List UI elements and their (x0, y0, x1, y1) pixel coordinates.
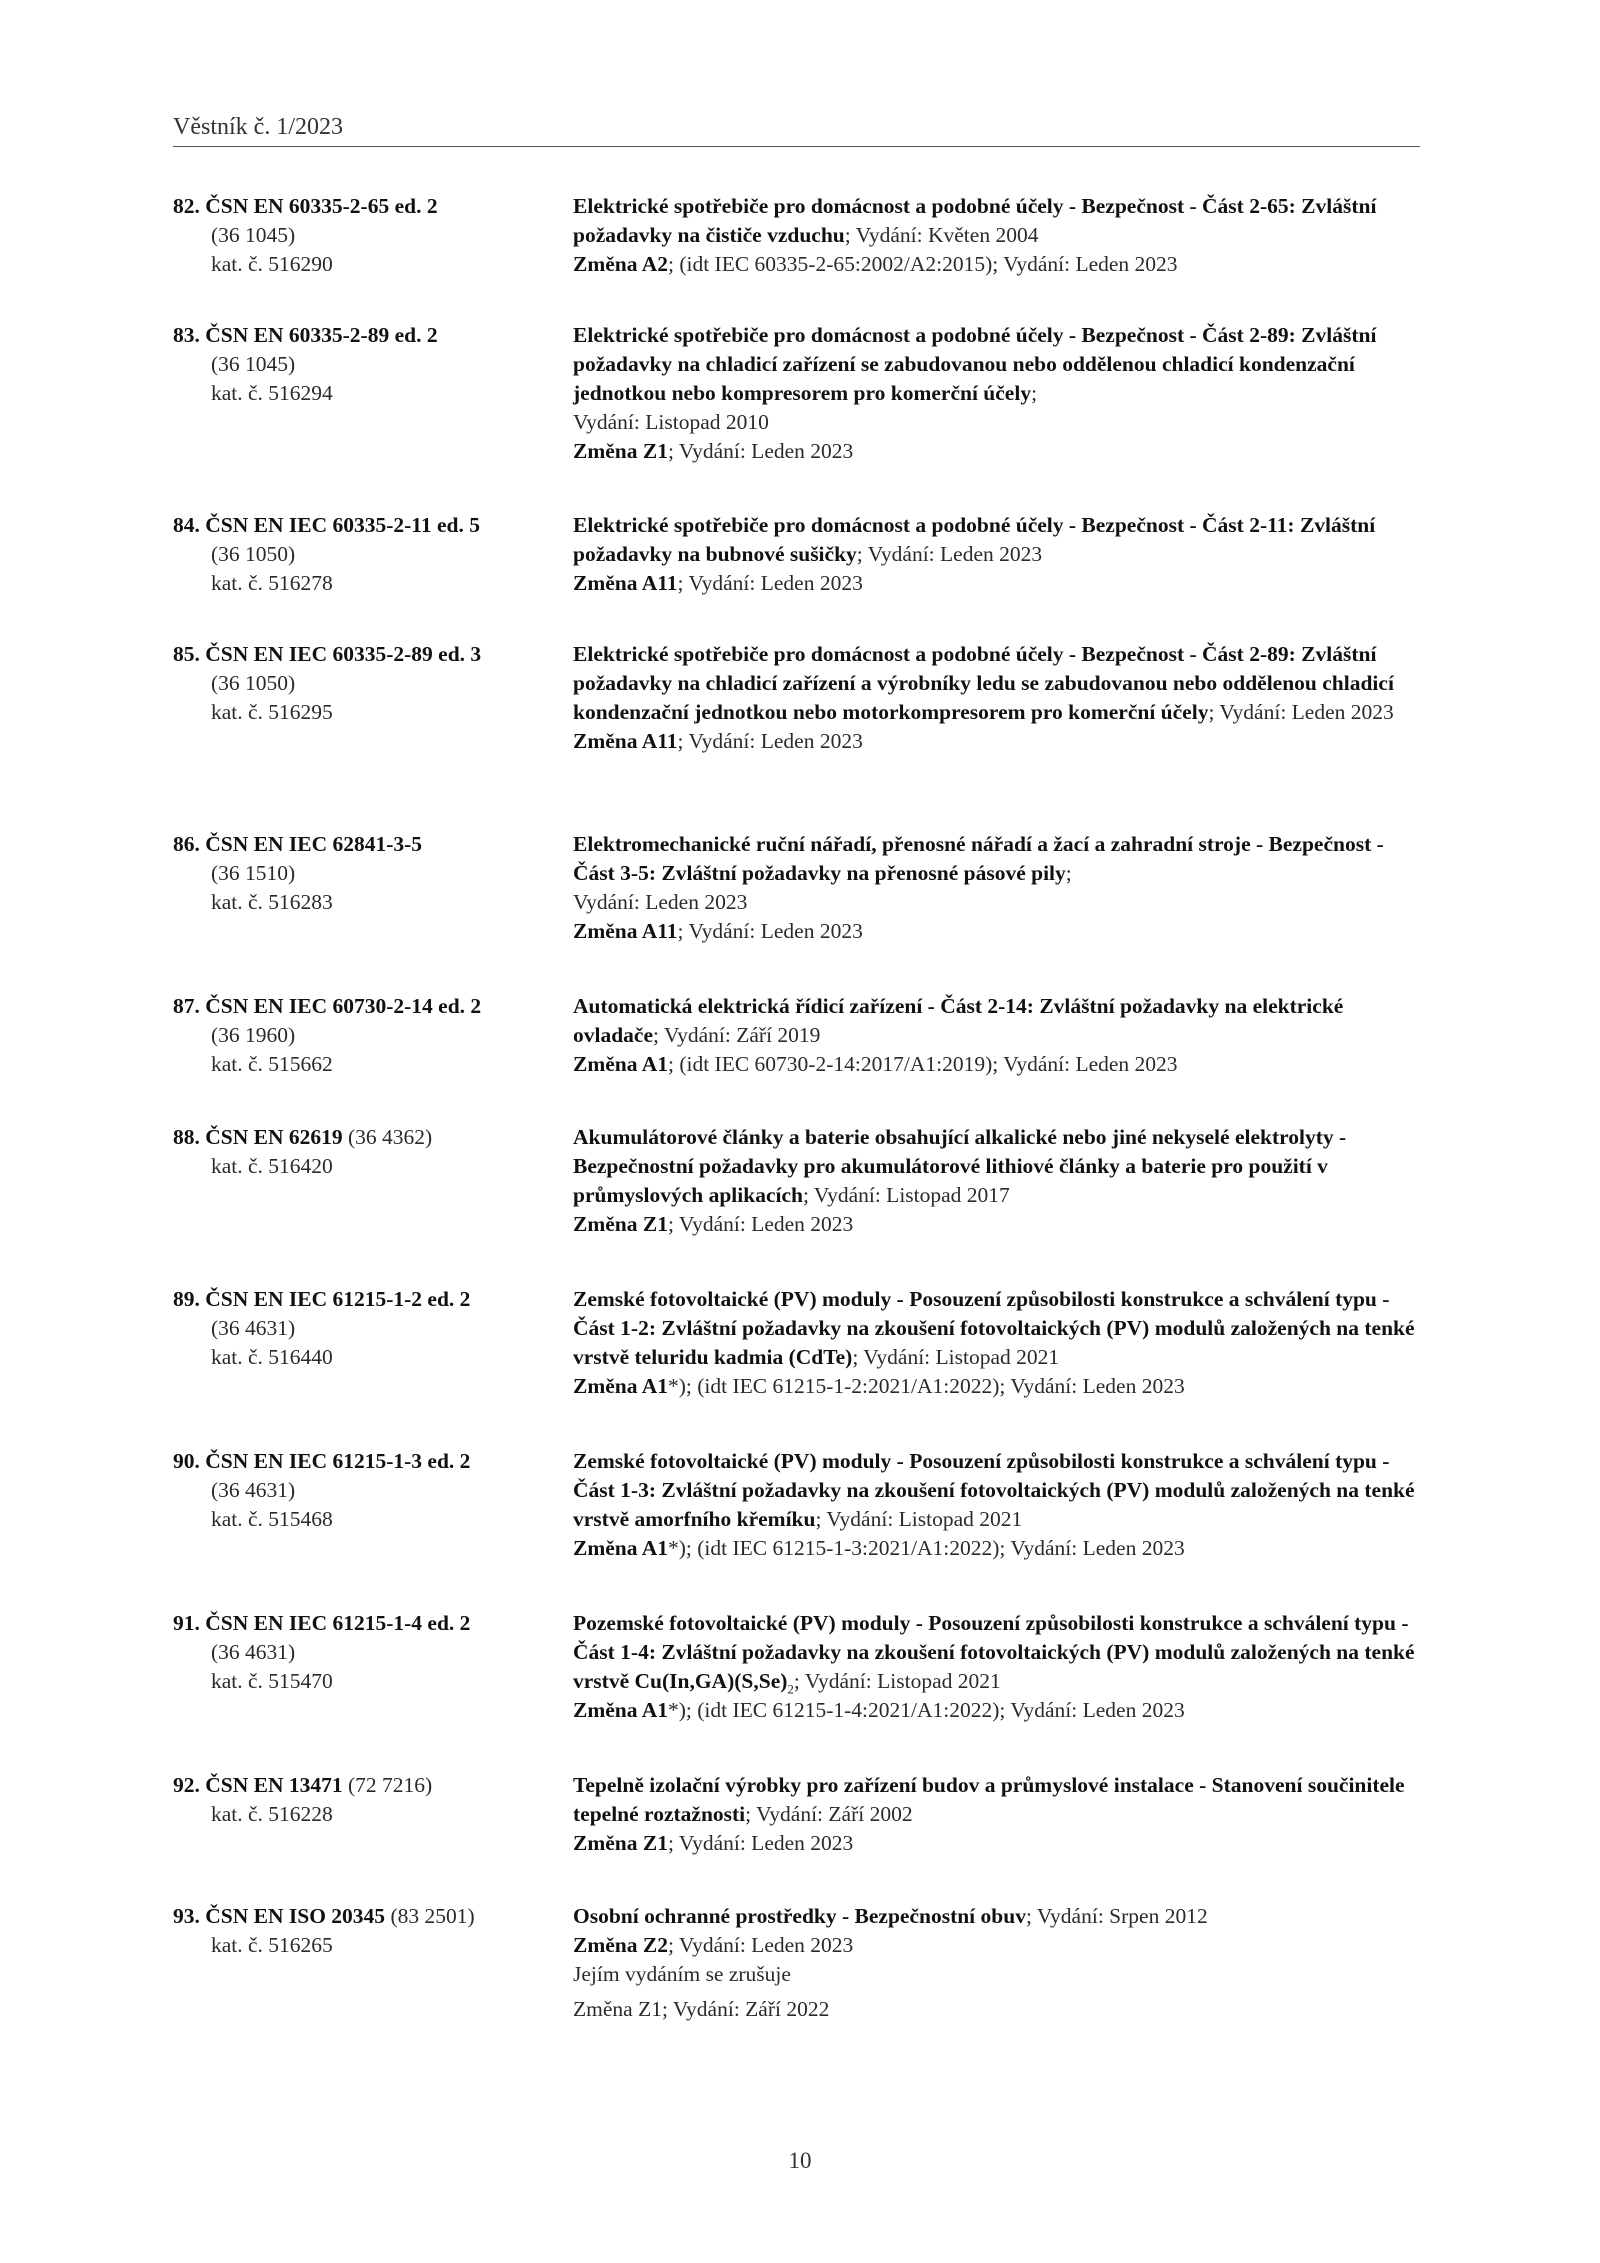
change-label: Změna A1 (573, 1374, 668, 1398)
standard-code: ČSN EN 60335-2-89 ed. 2 (205, 323, 438, 347)
subscript: 2 (787, 1681, 794, 1697)
change-details: *); (idt IEC 61215-1-3:2021/A1:2022); Vydání: Leden 2023 (667, 1536, 1185, 1560)
standard-code: ČSN EN IEC 60335-2-11 ed. 5 (205, 513, 480, 537)
change-details: ; (idt IEC 60730-2-14:2017/A1:2019); Vydání: Leden 2023 (667, 1052, 1178, 1076)
issue-date: Vydání: Listopad 2010 (573, 410, 769, 434)
standard-title: Elektrické spotřebiče pro domácnost a podobné účely - Bezpečnost - Část 2-89: Zvláštní požadavky na chladicí zařízení se zabudovanou nebo oddělenou chladicí kondenzační jednotkou nebo kompresorem pro komerční účely (573, 323, 1377, 405)
classification: (36 1050) (211, 542, 296, 566)
issue-date: ; Vydání: Listopad 2021 (815, 1507, 1023, 1531)
standard-code: ČSN EN 62619 (205, 1125, 343, 1149)
standard-description (573, 192, 1423, 321)
catalog-number: kat. č. 515468 (211, 1507, 333, 1531)
change-label: Změna A1 (573, 1698, 668, 1722)
issue-date: ; Vydání: Leden 2023 (1208, 700, 1394, 724)
list-item (173, 992, 1423, 1123)
standard-description (573, 511, 1423, 640)
standard-title: Elektrické spotřebiče pro domácnost a podobné účely - Bezpečnost - Část 2-89: Zvláštní požadavky na chladicí zařízení a výrobníky ledu se zabudovanou nebo oddělenou chladicí kondenzační jednotkou nebo motorkompresorem pro komerční účely (573, 642, 1394, 724)
change-label: Změna A1 (573, 1052, 668, 1076)
change-details: ; Vydání: Leden 2023 (667, 439, 854, 463)
standard-id: 86. ČSN EN IEC 62841-3-5 (36 1510) kat. č. 516283 (173, 830, 573, 992)
standard-title: Elektromechanické ruční nářadí, přenosné nářadí a žací a zahradní stroje - Bezpečnost - Část 3-5: Zvláštní požadavky na přenosné pásové pily (573, 832, 1384, 885)
catalog-number: kat. č. 516278 (211, 571, 333, 595)
change-details: ; Vydání: Leden 2023 (667, 1933, 854, 1957)
issue-date: ; Vydání: Leden 2023 (856, 542, 1043, 566)
issue-date: Vydání: Leden 2023 (573, 890, 748, 914)
page-number: 10 (788, 2148, 812, 2173)
standards-list (173, 192, 1423, 2032)
standard-id: 92. ČSN EN 13471 (72 7216) kat. č. 516228 (173, 1771, 573, 1902)
catalog-number: kat. č. 516420 (211, 1154, 333, 1178)
standard-id: 82. ČSN EN 60335-2-65 ed. 2 (36 1045) kat. č. 516290 (173, 192, 573, 321)
issue-date: ; Vydání: Listopad 2021 (793, 1669, 1001, 1693)
list-item (173, 1609, 1423, 1771)
classification: (36 1045) (211, 223, 296, 247)
list-item (173, 1123, 1423, 1285)
list-item (173, 830, 1423, 992)
classification: (36 4631) (211, 1478, 296, 1502)
list-item (173, 1771, 1423, 1902)
list-item (173, 640, 1423, 830)
issue-date: ; Vydání: Září 2002 (745, 1802, 913, 1826)
standard-code: ČSN EN IEC 60730-2-14 ed. 2 (205, 994, 482, 1018)
change-details: ; Vydání: Leden 2023 (677, 919, 863, 943)
list-item (173, 192, 1423, 321)
standard-id: 90. ČSN EN IEC 61215-1-3 ed. 2 (36 4631) kat. č. 515468 (173, 1447, 573, 1609)
standard-description (573, 1902, 1423, 2032)
classification: (72 7216) (348, 1773, 433, 1797)
change-label: Změna Z1 (573, 439, 668, 463)
standard-id: 88. ČSN EN 62619 (36 4362) kat. č. 516420 (173, 1123, 573, 1285)
catalog-number: kat. č. 516440 (211, 1345, 333, 1369)
classification: (36 1050) (211, 671, 296, 695)
change-details: ; Vydání: Leden 2023 (667, 1831, 854, 1855)
standard-title: Elektrické spotřebiče pro domácnost a podobné účely - Bezpečnost - Část 2-65: Zvláštní požadavky na čističe vzduchu (573, 194, 1377, 247)
issue-date: ; Vydání: Květen 2004 (844, 223, 1039, 247)
standard-title: Automatická elektrická řídicí zařízení - Část 2-14: Zvláštní požadavky na elektrické ovladače (573, 994, 1344, 1047)
standard-description (573, 1447, 1423, 1609)
standard-description (573, 1609, 1423, 1771)
classification: (36 4631) (211, 1640, 296, 1664)
change-details: ; (idt IEC 60335-2-65:2002/A2:2015); Vydání: Leden 2023 (667, 252, 1178, 276)
classification: (36 1510) (211, 861, 296, 885)
change-label: Změna Z1 (573, 1212, 668, 1236)
issue-date: ; Vydání: Září 2019 (653, 1023, 821, 1047)
catalog-number: kat. č. 515662 (211, 1052, 333, 1076)
standard-code: ČSN EN IEC 61215-1-4 ed. 2 (205, 1611, 471, 1635)
change-label: Změna A11 (573, 919, 678, 943)
standard-description (573, 640, 1423, 830)
standard-id: 85. ČSN EN IEC 60335-2-89 ed. 3 (36 1050) kat. č. 516295 (173, 640, 573, 830)
standard-title: Zemské fotovoltaické (PV) moduly - Posouzení způsobilosti konstrukce a schválení typu - Část 1-3: Zvláštní požadavky na zkoušení fotovoltaických (PV) modulů založených na tenké vrstvě amorfního křemíku (573, 1449, 1415, 1531)
standard-id: 83. ČSN EN 60335-2-89 ed. 2 (36 1045) kat. č. 516294 (173, 321, 573, 511)
standard-code: ČSN EN IEC 60335-2-89 ed. 3 (205, 642, 482, 666)
change-label: Změna Z1 (573, 1831, 668, 1855)
list-item (173, 1285, 1423, 1447)
list-item (173, 511, 1423, 640)
catalog-number: kat. č. 516295 (211, 700, 333, 724)
change-label: Změna A11 (573, 571, 678, 595)
catalog-number: kat. č. 516283 (211, 890, 333, 914)
standard-code: ČSN EN ISO 20345 (205, 1904, 386, 1928)
change-label: Změna Z2 (573, 1933, 668, 1957)
standard-code: ČSN EN IEC 61215-1-2 ed. 2 (205, 1287, 471, 1311)
standard-description (573, 1771, 1423, 1902)
change-details: ; Vydání: Leden 2023 (677, 571, 863, 595)
standard-code: ČSN EN IEC 62841-3-5 (205, 832, 423, 856)
list-item (173, 1902, 1423, 2032)
issue-date: ; Vydání: Srpen 2012 (1025, 1904, 1208, 1928)
standard-title: Pozemské fotovoltaické (PV) moduly - Posouzení způsobilosti konstrukce a schválení typu - Část 1-4: Zvláštní požadavky na zkoušení fotovoltaických (PV) modulů založených na tenké vrstvě Cu(In,GA)(S,Se) (573, 1611, 1415, 1693)
standard-title: Elektrické spotřebiče pro domácnost a podobné účely - Bezpečnost - Část 2-11: Zvláštní požadavky na bubnové sušičky (573, 513, 1376, 566)
standard-id: 89. ČSN EN IEC 61215-1-2 ed. 2 (36 4631) kat. č. 516440 (173, 1285, 573, 1447)
standard-description (573, 1285, 1423, 1447)
list-item (173, 1447, 1423, 1609)
standard-description: Elektrické spotřebiče pro domácnost a podobné účely - Bezpečnost - Část 2-89: Zvláštní požadavky na chladicí zařízení se zabudovanou nebo oddělenou chladicí kondenzační jednotkou nebo kompresorem pro komerční účely; Vydání: Listopad 2010 Změna Z1; Vydání: Leden 2023 (573, 321, 1423, 511)
cancelled-change: Změna Z1; Vydání: Září 2022 (573, 1997, 830, 2021)
standard-title: Zemské fotovoltaické (PV) moduly - Posouzení způsobilosti konstrukce a schválení typu - Část 1-2: Zvláštní požadavky na zkoušení fotovoltaických (PV) modulů založených na tenké vrstvě teluridu kadmia (CdTe) (573, 1287, 1415, 1369)
cancellation-note: Jejím vydáním se zrušuje (573, 1962, 791, 1986)
change-details: ; Vydání: Leden 2023 (667, 1212, 854, 1236)
classification: (36 4631) (211, 1316, 296, 1340)
classification: (36 1960) (211, 1023, 296, 1047)
change-details: *); (idt IEC 61215-1-2:2021/A1:2022); Vydání: Leden 2023 (667, 1374, 1185, 1398)
issue-date: ; Vydání: Listopad 2017 (802, 1183, 1010, 1207)
classification: (36 4362) (348, 1125, 433, 1149)
change-label: Změna A1 (573, 1536, 668, 1560)
catalog-number: kat. č. 516290 (211, 252, 333, 276)
change-label: Změna A2 (573, 252, 668, 276)
standard-code: ČSN EN IEC 61215-1-3 ed. 2 (205, 1449, 471, 1473)
standard-description: Elektromechanické ruční nářadí, přenosné nářadí a žací a zahradní stroje - Bezpečnost - Část 3-5: Zvláštní požadavky na přenosné pásové pily; Vydání: Leden 2023 Změna A11; Vydání: Leden 2023 (573, 830, 1423, 992)
standard-title: Osobní ochranné prostředky - Bezpečnostní obuv (573, 1904, 1026, 1928)
catalog-number: kat. č. 515470 (211, 1669, 333, 1693)
change-details: *); (idt IEC 61215-1-4:2021/A1:2022); Vydání: Leden 2023 (667, 1698, 1185, 1722)
journal-title: Věstník č. 1/2023 (173, 114, 343, 140)
standard-id: 84. ČSN EN IEC 60335-2-11 ed. 5 (36 1050) kat. č. 516278 (173, 511, 573, 640)
catalog-number: kat. č. 516294 (211, 381, 333, 405)
page-header (173, 112, 1420, 147)
standard-id: 91. ČSN EN IEC 61215-1-4 ed. 2 (36 4631) kat. č. 515470 (173, 1609, 573, 1771)
standard-description (573, 1123, 1423, 1285)
standard-code: ČSN EN 60335-2-65 ed. 2 (205, 194, 438, 218)
standard-id: 93. ČSN EN ISO 20345 (83 2501) kat. č. 516265 (173, 1902, 573, 2032)
classification: (83 2501) (390, 1904, 475, 1928)
change-details: ; Vydání: Leden 2023 (677, 729, 863, 753)
standard-title: Tepelně izolační výrobky pro zařízení budov a průmyslové instalace - Stanovení součinitele tepelné roztažnosti (573, 1773, 1405, 1826)
change-label: Změna A11 (573, 729, 678, 753)
catalog-number: kat. č. 516265 (211, 1933, 333, 1957)
catalog-number: kat. č. 516228 (211, 1802, 333, 1826)
standard-id: 87. ČSN EN IEC 60730-2-14 ed. 2 (36 1960) kat. č. 515662 (173, 992, 573, 1123)
standard-title: Akumulátorové články a baterie obsahující alkalické nebo jiné nekyselé elektrolyty - Bezpečnostní požadavky pro akumulátorové lithiové články a baterie pro použití v průmyslových aplikacích (573, 1125, 1347, 1207)
standard-description (573, 992, 1423, 1123)
issue-date: ; Vydání: Listopad 2021 (852, 1345, 1060, 1369)
list-item (173, 321, 1423, 511)
standard-code: ČSN EN 13471 (205, 1773, 343, 1797)
classification: (36 1045) (211, 352, 296, 376)
